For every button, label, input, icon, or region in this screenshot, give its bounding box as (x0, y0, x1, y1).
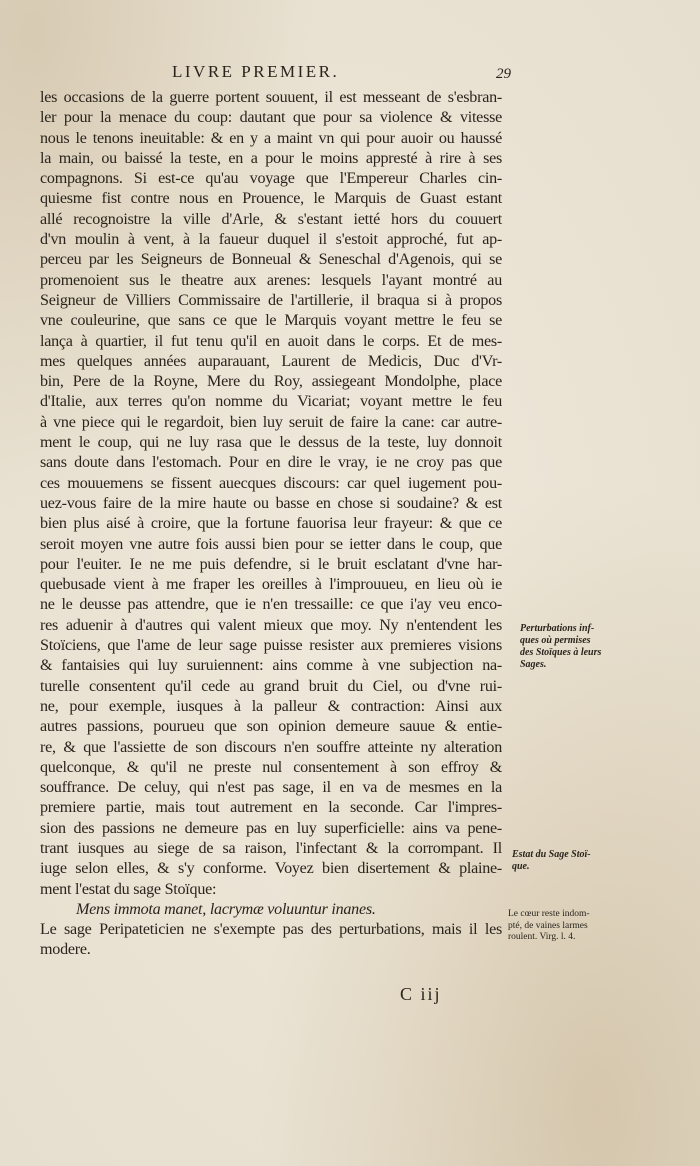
verse-quote: Mens immota manet, lacrymæ voluuntur inanes. (76, 900, 376, 918)
text-line: iuge selon elles, & s'y conforme. Voyez bien disertement & plaine- (40, 860, 502, 878)
text-line: les occasions de la guerre portent souuent, il est messeant de s'esbran- (40, 89, 502, 106)
text-line: ler pour la menace du coup: dautant que pour sa violence & vitesse (40, 109, 502, 127)
text-line: allé recognoistre la ville d'Arle, & s'estant ietté hors du couuert (40, 210, 502, 228)
text-line: bien plus aisé à croire, que la fortune fauorisa leur frayeur: & que ce (40, 515, 502, 533)
text-line: lança à quartier, il fut tenu qu'il en auoit dans le corps. Et de mes- (40, 332, 502, 350)
marginal-note-line: Perturbations inf- (520, 623, 595, 634)
text-line: sans doute dans l'estomach. Pour en dire le vray, ie ne croy pas que (40, 454, 502, 472)
text-line: ment le coup, qui ne luy rasa que le dessus de la teste, luy donnoit (40, 434, 502, 452)
text-line: Le sage Peripateticien ne s'exempte pas des perturbations, mais il les (40, 921, 502, 939)
text-line: sion des passions ne demeure pas en luy superficielle: ains va pene- (40, 819, 502, 837)
marginal-note-virgil (508, 909, 590, 944)
text-line: modere. (40, 941, 91, 959)
signature-mark: C iij (400, 984, 442, 1004)
main-text-block (40, 88, 502, 961)
text-line: uez-vous faire de la mire haute ou basse en chose si soudaine? & est (40, 494, 502, 512)
text-line: mes quelques années auparauant, Laurent de Medicis, Duc d'Vr- (40, 352, 502, 370)
text-line: souffrance. De celuy, qui n'est pas sage, il en va de mesmes en la (40, 779, 502, 797)
text-line: turelle consentent qu'il cede au grand bruit du Ciel, ou d'vne rui- (40, 677, 502, 695)
text-line: res aduenir à d'autres qui valent mieux que moy. Ny n'entendent les (40, 616, 502, 634)
marginal-note-line: que. (512, 861, 530, 872)
text-line: nous le tenons ineuitable: & en y a maint vn qui pour auoir ou haussé (40, 129, 502, 147)
text-line: ces mouuemens se fissent auecques discours: car quel iugement pou- (40, 474, 502, 492)
marginal-note-line: Estat du Sage Stoï- (512, 849, 591, 860)
text-line: vne couleurine, que sans ce que le Marquis voyant mettre le feu se (40, 312, 502, 330)
marginal-note-line: Sages. (520, 659, 547, 670)
text-line: seroit moyen vne autre fois aussi bien pour se ietter dans le coup, que (40, 535, 502, 553)
marginal-note-line: des Stoïques à leurs (520, 647, 602, 658)
text-line: quebusade vient à me fraper les oreilles à l'improuueu, en lieu où ie (40, 576, 502, 594)
text-line: quelconque, & qu'il ne preste nul consentement à son effroy & (40, 758, 502, 776)
text-line: perceu par les Seigneurs de Bonneual & Seneschal d'Agenois, qui se (40, 251, 502, 269)
text-line: à vne piece qui le regardoit, bien luy seruit de faire la cane: car autre- (40, 413, 502, 431)
text-line: autres passions, pourueu que son opinion demeure sauue & entie- (40, 718, 502, 736)
text-line: trant iusques au siege de sa raison, l'infectant & la corrompant. Il (40, 839, 502, 857)
marginal-note-line: Le cœur reste indom- (508, 909, 590, 919)
text-line: & fantaisies qui luy suruiennent: ains comme à vne subjection na- (40, 657, 502, 675)
marginal-note-line: pté, de vaines larmes (508, 920, 588, 931)
text-line: pour l'euiter. Ie ne me puis defendre, si le bruit esclatant d'vne har- (40, 555, 502, 573)
text-line: compagnons. Si est-ce qu'au voyage que l'Empereur Charles cin- (40, 170, 502, 188)
marginal-note-perturbations (520, 623, 601, 671)
text-line: la main, ou baissé la teste, en a pour le moins appresté à rire à ses (40, 149, 502, 167)
text-line: ne le deusse pas attendre, que ie n'en tressaille: ce que i'ay veu enco- (40, 596, 502, 614)
marginal-note-line: ques où permises (520, 635, 591, 646)
running-title: LIVRE PREMIER. (172, 62, 340, 81)
text-line: d'vn moulin à vent, à la faueur duquel il s'estoit approché, fut ap- (40, 231, 502, 249)
text-line: promenoient sus le theatre aux arenes: lesquels l'ayant montré au (40, 271, 502, 289)
page-number: 29 (496, 66, 511, 82)
text-line: Seigneur de Villiers Commissaire de l'artillerie, il braqua si à propos (40, 291, 502, 309)
text-line: premiere partie, mais tout autrement en la seconde. Car l'impres- (40, 799, 502, 817)
text-line: re, & que l'assiette de son discours n'en souffre atteinte ny alteration (40, 738, 502, 756)
marginal-note-estat (512, 849, 591, 873)
text-line: quiesme fist contre nous en Prouence, le Marquis de Guast estant (40, 190, 502, 208)
marginal-note-line: roulent. Virg. l. 4. (508, 932, 576, 942)
text-line: Stoïciens, que l'ame de leur sage puisse resister aux premieres visions (40, 637, 502, 655)
text-line: bin, Pere de la Royne, Mere du Roy, assiegeant Mondolphe, place (40, 373, 502, 391)
text-line: ment l'estat du sage Stoïque: (40, 880, 217, 898)
text-line: ne, pour exemple, iusques à la palleur & contraction: Ainsi aux (40, 697, 502, 715)
text-line: d'Italie, aux terres qu'on nomme du Vicariat; voyant mettre le feu (40, 393, 502, 411)
